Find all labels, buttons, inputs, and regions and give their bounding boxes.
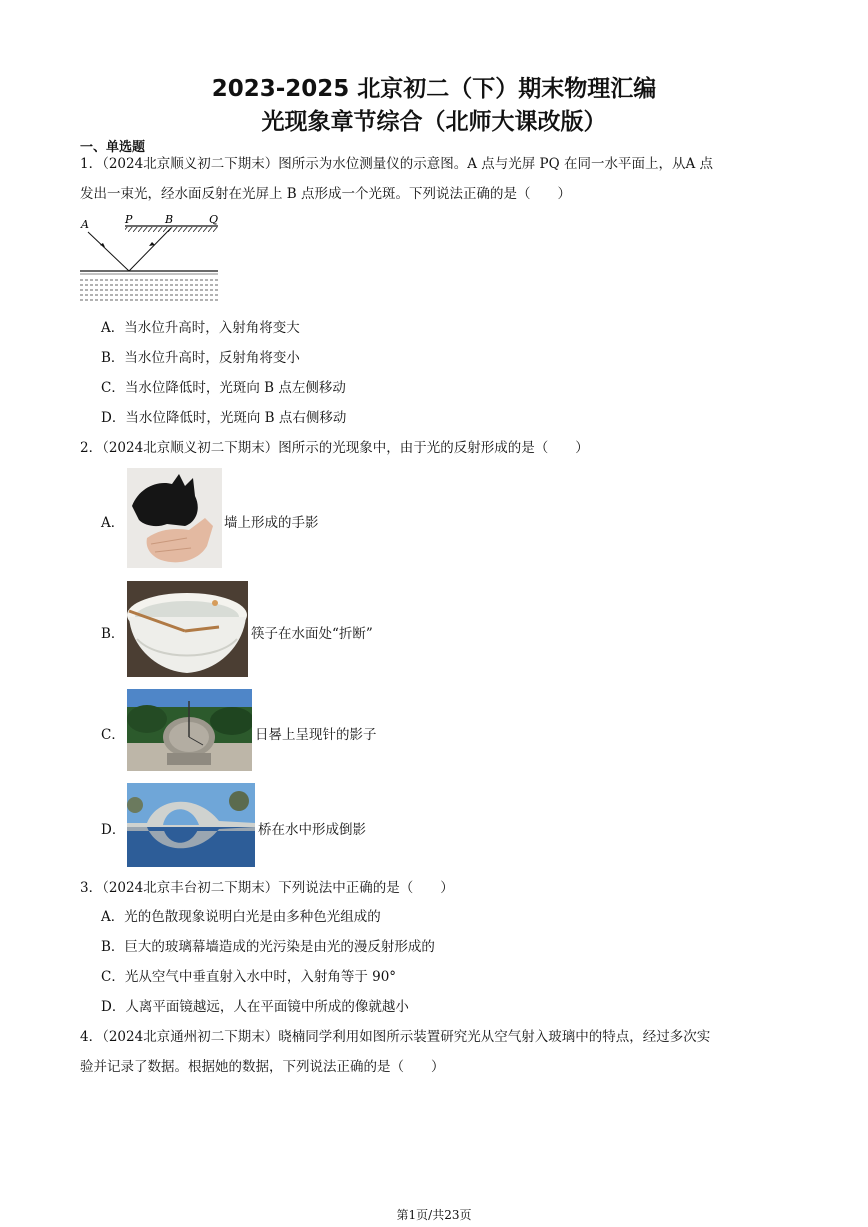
q3-option-b: B．巨大的玻璃幕墙造成的光污染是由光的漫反射形成的 bbox=[101, 939, 435, 955]
q3-option-c: C．光从空气中垂直射入水中时，入射角等于 90° bbox=[101, 969, 397, 985]
q1-option-c: C．当水位降低时，光斑向 B 点左侧移动 bbox=[101, 380, 346, 396]
q2-option-c-caption: 日晷上呈现针的影子 bbox=[255, 727, 377, 743]
bridge-reflection-photo bbox=[127, 783, 255, 867]
q1-option-b: B．当水位升高时，反射角将变小 bbox=[101, 350, 300, 366]
hand-shadow-photo bbox=[127, 468, 222, 568]
section-heading: 一、单选题 bbox=[80, 140, 146, 155]
q2-stem: 2．（2024北京顺义初二下期末）图所示的光现象中，由于光的反射形成的是（ ） bbox=[80, 440, 589, 456]
q2-option-b-caption: 筷子在水面处“折断” bbox=[251, 626, 373, 642]
label-b: B bbox=[165, 213, 174, 226]
q3-stem: 3．（2024北京丰台初二下期末）下列说法中正确的是（ ） bbox=[80, 880, 454, 896]
q2-option-d-caption: 桥在水中形成倒影 bbox=[258, 822, 366, 838]
label-p: P bbox=[125, 213, 133, 226]
sundial-photo bbox=[127, 689, 252, 771]
title-line-1: 2023-2025 北京初二（下）期末物理汇编 bbox=[211, 76, 657, 102]
q1-stem-line-2: 发出一束光，经水面反射在光屏上 B 点形成一个光斑。下列说法正确的是（ ） bbox=[80, 186, 572, 202]
q2-option-c-label: C． bbox=[101, 727, 125, 743]
q1-water-level-diagram bbox=[78, 208, 223, 308]
q3-option-a: A．光的色散现象说明白光是由多种色光组成的 bbox=[101, 909, 381, 925]
q1-option-a: A．当水位升高时，入射角将变大 bbox=[101, 320, 300, 336]
q1-option-d: D．当水位降低时，光斑向 B 点右侧移动 bbox=[101, 410, 347, 426]
q4-stem-line-1: 4．（2024北京通州初二下期末）晓楠同学利用如图所示装置研究光从空气射入玻璃中的特点，经过多次实 bbox=[80, 1029, 711, 1045]
label-a: A bbox=[81, 218, 89, 231]
chopstick-bowl-photo bbox=[127, 581, 248, 677]
q1-stem-line-1: 1．（2024北京顺义初二下期末）图所示为水位测量仪的示意图。A 点与光屏 PQ 在同一水平面上，从A 点 bbox=[80, 156, 714, 172]
q2-option-b-label: B． bbox=[101, 626, 125, 642]
label-q: Q bbox=[209, 213, 219, 226]
title-line-2: 光现象章节综合（北师大课改版） bbox=[261, 109, 607, 135]
q2-option-d-label: D． bbox=[101, 822, 126, 838]
q3-option-d: D．人离平面镜越远，人在平面镜中所成的像就越小 bbox=[101, 999, 409, 1015]
q2-option-a-caption: 墙上形成的手影 bbox=[224, 515, 319, 531]
page-footer: 第1页/共23页 bbox=[396, 1208, 472, 1222]
q4-stem-line-2: 验并记录了数据。根据她的数据，下列说法正确的是（ ） bbox=[80, 1059, 445, 1075]
q2-option-a-label: A． bbox=[101, 515, 125, 531]
